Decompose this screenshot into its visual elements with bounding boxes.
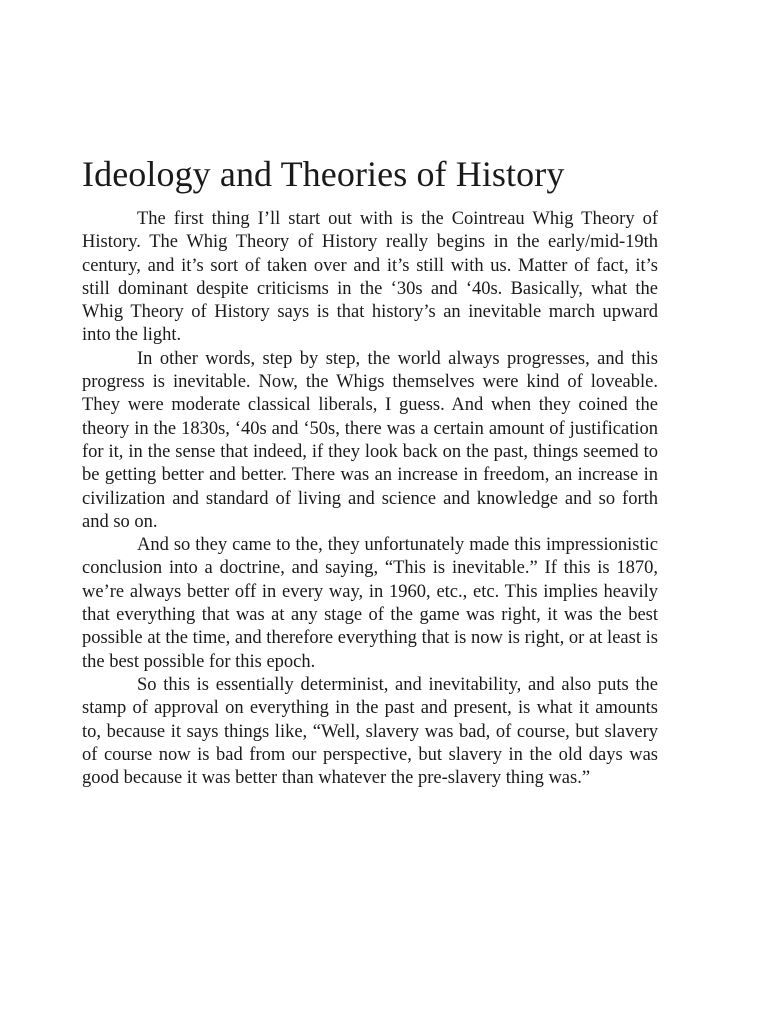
document-page — [82, 152, 658, 790]
body-paragraph: In other words, step by step, the world always progresses, and this progress is inevitable. Now, the Whigs themselves were kind of loveable. They were moderate classical liberals, I guess. And when they coined the theory in the 1830s, ‘40s and ‘50s, there was a certain amount of justification for it, in the sense that indeed, if they look back on the past, things seemed to be getting better and better. There was an increase in freedom, an increase in civilization and standard of living and science and knowledge and so forth and so on. — [82, 348, 658, 532]
body-paragraph: So this is essentially determinist, and inevitability, and also puts the stamp of approval on everything in the past and present, is what it amounts to, because it says things like, “Well, slavery was bad, of course, but slavery of course now is bad from our perspective, but slavery in the old days was good because it was better than whatever the pre-slavery thing was.” — [82, 674, 658, 789]
body-paragraph: The first thing I’ll start out with is the Cointreau Whig Theory of History. The Whig Theory of History really begins in the early/mid-19th century, and it’s sort of taken over and it’s still with us. Matter of fact, it’s still dominant despite criticisms in the ‘30s and ‘40s. Basically, what the Whig Theory of History says is that history’s an inevitable march upward into the light. — [82, 209, 658, 346]
body-paragraph: And so they came to the, they unfortunately made this impressionistic conclusion into a doctrine, and saying, “This is inevitable.” If this is 1870, we’re always better off in every way, in 1960, etc., etc. This implies heavily that everything that was at any stage of the game was right, it was the best possible at the time, and therefore everything that is now is right, or at least is the best possible for this epoch. — [82, 535, 658, 672]
page-title: Ideology and Theories of History — [82, 154, 565, 194]
